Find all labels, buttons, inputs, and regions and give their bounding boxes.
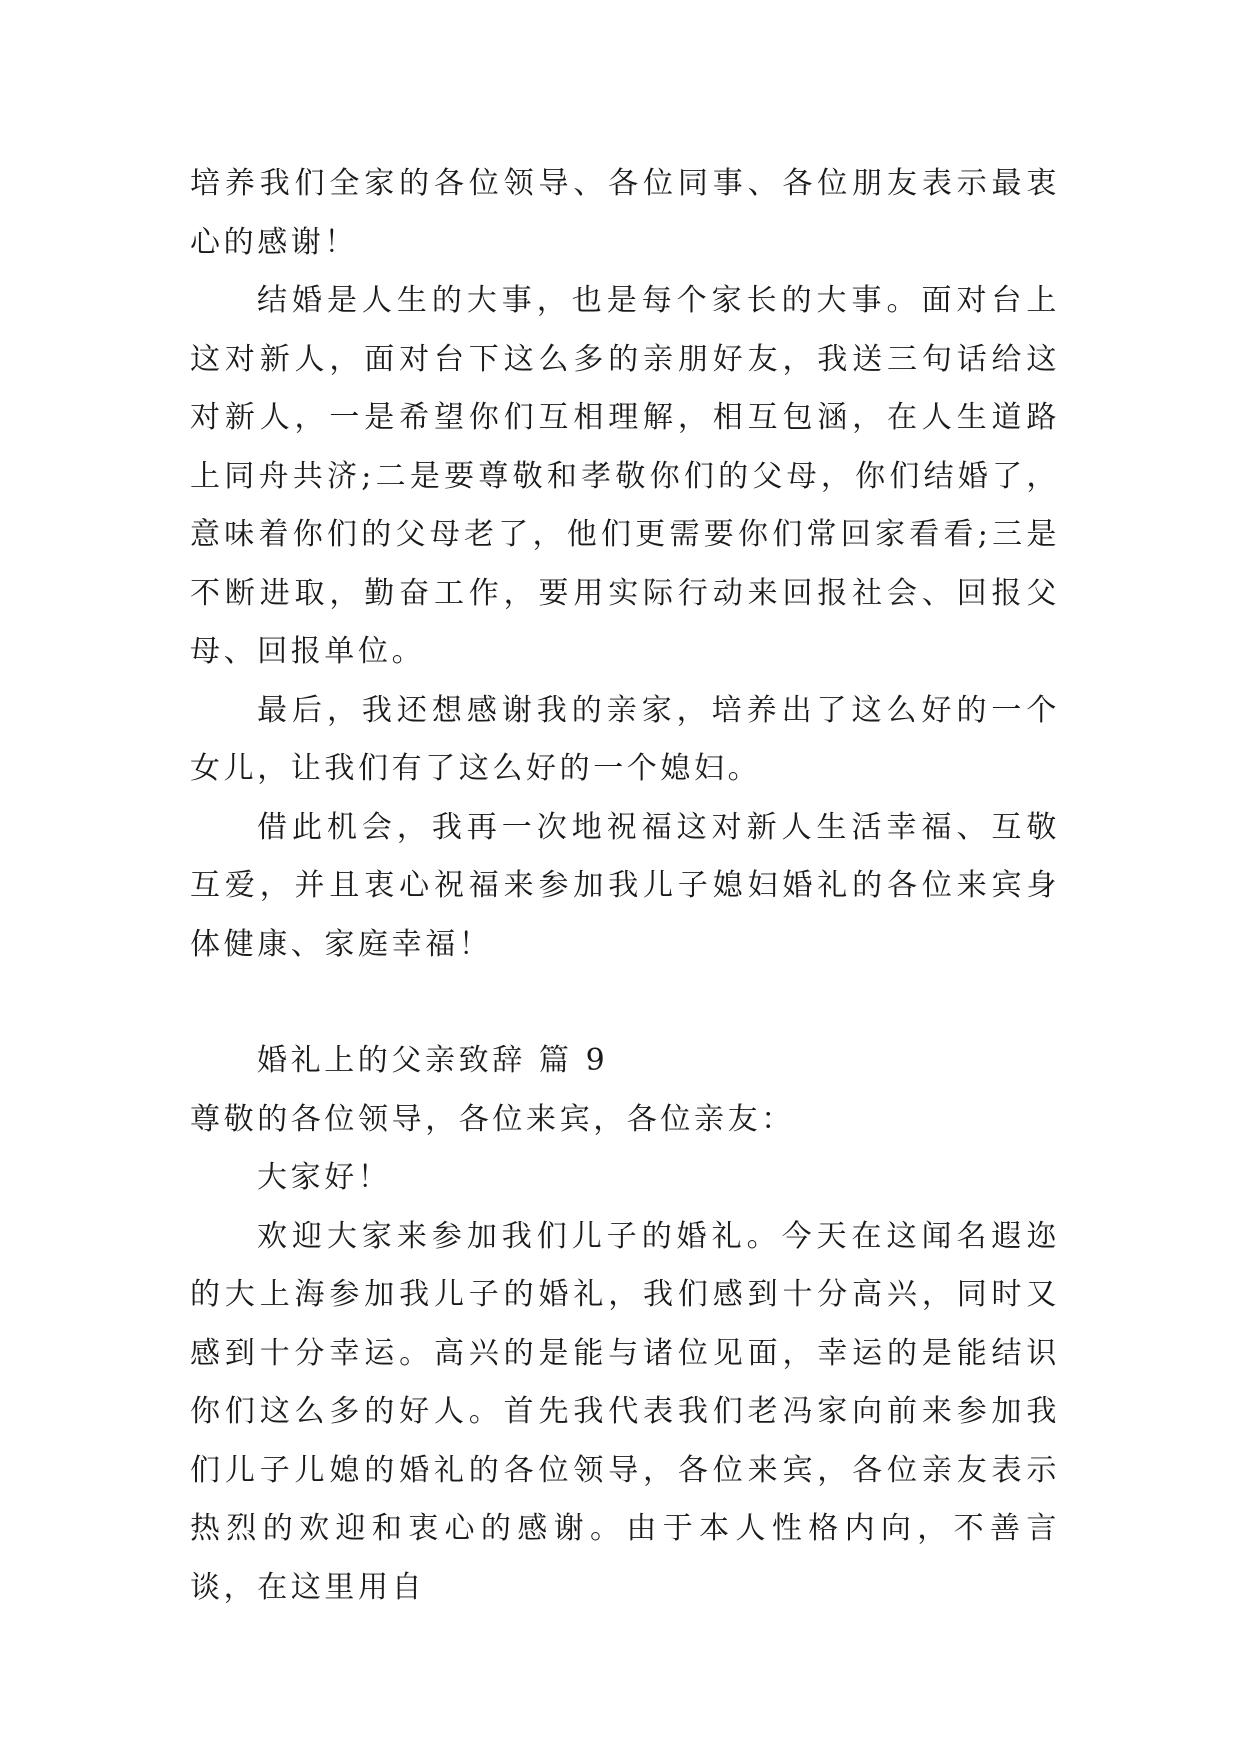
section-spacer (190, 974, 1060, 1032)
paragraph-greeting: 大家好！ (257, 1160, 392, 1195)
paragraph-marriage-advice: 结婚是人生的大事，也是每个家长的大事。面对台上这对新人，面对台下这么多的亲朋好友，我送三句话给这对新人，一是希望你们互相理解，相互包涵，在人生道路上同舟共济;二是要尊敬和孝敬你们的父母，你们结婚了，意味着你们的父母老了，他们更需要你们常回家看看;三是不断进取，勤奋工作，要用实际行动来回报社会、回报父母、回报单位。 (190, 283, 1060, 669)
paragraph-blessing: 借此机会，我再一次地祝福这对新人生活幸福、互敬互爱，并且衷心祝福来参加我儿子媳妇婚礼的各位来宾身体健康、家庭幸福！ (190, 809, 1060, 962)
section-title: 婚礼上的父亲致辞 篇 9 (257, 1043, 609, 1078)
document-body (190, 155, 1060, 1617)
paragraph-thanks-continued: 培养我们全家的各位领导、各位同事、各位朋友表示最衷心的感谢！ (190, 166, 1060, 260)
salutation: 尊敬的各位领导，各位来宾，各位亲友： (190, 1101, 795, 1137)
paragraph-welcome: 欢迎大家来参加我们儿子的婚礼。今天在这闻名遐迩的大上海参加我儿子的婚礼，我们感到十分高兴，同时又感到十分幸运。高兴的是能与诸位见面，幸运的是能结识你们这么多的好人。首先我代表我们老冯家向前来参加我们儿子儿媳的婚礼的各位领导，各位来宾，各位亲友表示热烈的欢迎和衷心的感谢。由于本人性格内向，不善言谈，在这里用自 (190, 1218, 1060, 1605)
paragraph-thanks-in-laws: 最后，我还想感谢我的亲家，培养出了这么好的一个女儿，让我们有了这么好的一个媳妇。 (190, 692, 1060, 786)
